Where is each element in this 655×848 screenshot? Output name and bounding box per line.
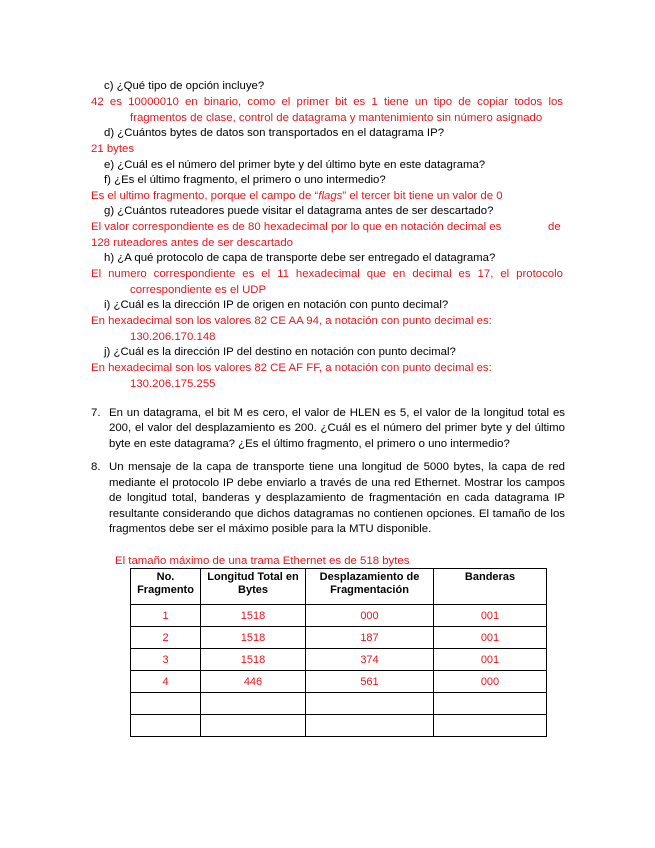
cell-total-length: 1518 bbox=[201, 627, 306, 649]
answer-i-line2: 130.206.170.148 bbox=[130, 331, 216, 343]
answer-h-line1: El numero correspondiente es el 11 hexadecimal que en decimal es 17, el protocolo bbox=[91, 268, 563, 280]
table-header-row bbox=[131, 569, 547, 605]
cell-offset: 187 bbox=[306, 627, 434, 649]
header-fragment-offset: Desplazamiento de Fragmentación bbox=[306, 569, 434, 605]
answer-g-line1-de: de bbox=[548, 221, 561, 233]
answer-f-flags: flags bbox=[318, 190, 343, 202]
header-flags: Banderas bbox=[434, 569, 547, 605]
cell-total-length: 1518 bbox=[201, 605, 306, 627]
answer-c-line2: fragmentos de clase, control de datagrama y mantenimiento sin número asignado bbox=[130, 112, 543, 124]
table-row bbox=[131, 671, 547, 693]
table-row-empty bbox=[131, 693, 547, 715]
table-row bbox=[131, 605, 547, 627]
question-g: g) ¿Cuántos ruteadores puede visitar el datagrama antes de ser descartado? bbox=[104, 205, 494, 217]
cell-flags: 001 bbox=[434, 649, 547, 671]
cell-fragment-no: 1 bbox=[131, 605, 201, 627]
problem-8-line3: de longitud total, banderas y desplazamiento de fragmentación en cada datagrama IP bbox=[109, 492, 565, 504]
cell-total-length: 1518 bbox=[201, 649, 306, 671]
mtu-note: El tamaño máximo de una trama Ethernet es de 518 bytes bbox=[115, 555, 410, 567]
problem-8-line1: Un mensaje de la capa de transporte tiene una longitud de 5000 bytes, la capa de red bbox=[109, 461, 565, 473]
question-h: h) ¿A qué protocolo de capa de transporte debe ser entregado el datagrama? bbox=[104, 252, 496, 264]
question-d: d) ¿Cuántos bytes de datos son transportados en el datagrama IP? bbox=[104, 127, 445, 139]
problem-7-line1: En un datagrama, el bit M es cero, el valor de HLEN es 5, el valor de la longitud total es bbox=[109, 407, 565, 419]
cell-offset: 561 bbox=[306, 671, 434, 693]
answer-g-line2: 128 ruteadores antes de ser descartado bbox=[91, 237, 294, 249]
problem-8-line2: mediante el protocolo IP debe enviarlo a través de una red Ethernet. Mostrar los campos bbox=[109, 477, 565, 489]
question-f: f) ¿Es el último fragmento, el primero o uno intermedio? bbox=[104, 174, 386, 186]
problem-7-number: 7. bbox=[91, 407, 101, 419]
cell-offset: 000 bbox=[306, 605, 434, 627]
answer-j-line1: En hexadecimal son los valores 82 CE AF FF, a notación con punto decimal es: bbox=[91, 362, 492, 374]
question-c: c) ¿Qué tipo de opción incluye? bbox=[104, 80, 265, 92]
answer-d: 21 bytes bbox=[91, 143, 135, 155]
question-j: j) ¿Cuál es la dirección IP del destino en notación con punto decimal? bbox=[104, 346, 456, 358]
cell-flags: 001 bbox=[434, 605, 547, 627]
cell-fragment-no: 3 bbox=[131, 649, 201, 671]
cell-empty bbox=[306, 715, 434, 737]
answer-i-line1: En hexadecimal son los valores 82 CE AA 94, a notación con punto decimal es: bbox=[91, 315, 492, 327]
answer-j-line2: 130.206.175.255 bbox=[130, 378, 216, 390]
table-row-empty bbox=[131, 715, 547, 737]
problem-8-line4: resultante considerando que dichos datagramas no contienen opciones. El tamaño de los bbox=[109, 508, 565, 520]
answer-f-post: ” el tercer bit tiene un valor de 0 bbox=[342, 190, 503, 202]
cell-empty bbox=[434, 715, 547, 737]
answer-h-line2: correspondiente es el UDP bbox=[130, 284, 267, 296]
cell-offset: 374 bbox=[306, 649, 434, 671]
problem-7-line3: byte en este datagrama? ¿Es el último fragmento, el primero o uno intermedio? bbox=[109, 438, 510, 450]
cell-empty bbox=[131, 715, 201, 737]
answer-c-line1: 42 es 10000010 en binario, como el primer bit es 1 tiene un tipo de copiar todos los bbox=[91, 96, 563, 108]
cell-empty bbox=[434, 693, 547, 715]
header-total-length: Longitud Total en Bytes bbox=[201, 569, 306, 605]
table-row bbox=[131, 627, 547, 649]
fragment-table bbox=[130, 568, 547, 737]
cell-total-length: 446 bbox=[201, 671, 306, 693]
answer-f-pre: Es el ultimo fragmento, porque el campo de “ bbox=[91, 190, 319, 202]
cell-fragment-no: 2 bbox=[131, 627, 201, 649]
question-i: i) ¿Cuál es la dirección IP de origen en notación con punto decimal? bbox=[104, 299, 449, 311]
cell-flags: 001 bbox=[434, 627, 547, 649]
problem-8-line5: fragmentos debe ser el máximo posible para la MTU disponible. bbox=[109, 523, 432, 535]
header-fragment-no: No. Fragmento bbox=[131, 569, 201, 605]
table-row bbox=[131, 649, 547, 671]
question-e: e) ¿Cuál es el número del primer byte y del último byte en este datagrama? bbox=[104, 159, 486, 171]
answer-g-line1: El valor correspondiente es de 80 hexadecimal por lo que en notación decimal es bbox=[91, 221, 502, 233]
cell-empty bbox=[306, 693, 434, 715]
problem-8-number: 8. bbox=[91, 461, 101, 473]
answer-f bbox=[91, 189, 503, 203]
problem-7-line2: 200, el valor del desplazamiento es 200. ¿Cuál es el número del primer byte y del último bbox=[109, 422, 565, 434]
cell-empty bbox=[201, 715, 306, 737]
cell-empty bbox=[131, 693, 201, 715]
cell-flags: 000 bbox=[434, 671, 547, 693]
cell-fragment-no: 4 bbox=[131, 671, 201, 693]
cell-empty bbox=[201, 693, 306, 715]
